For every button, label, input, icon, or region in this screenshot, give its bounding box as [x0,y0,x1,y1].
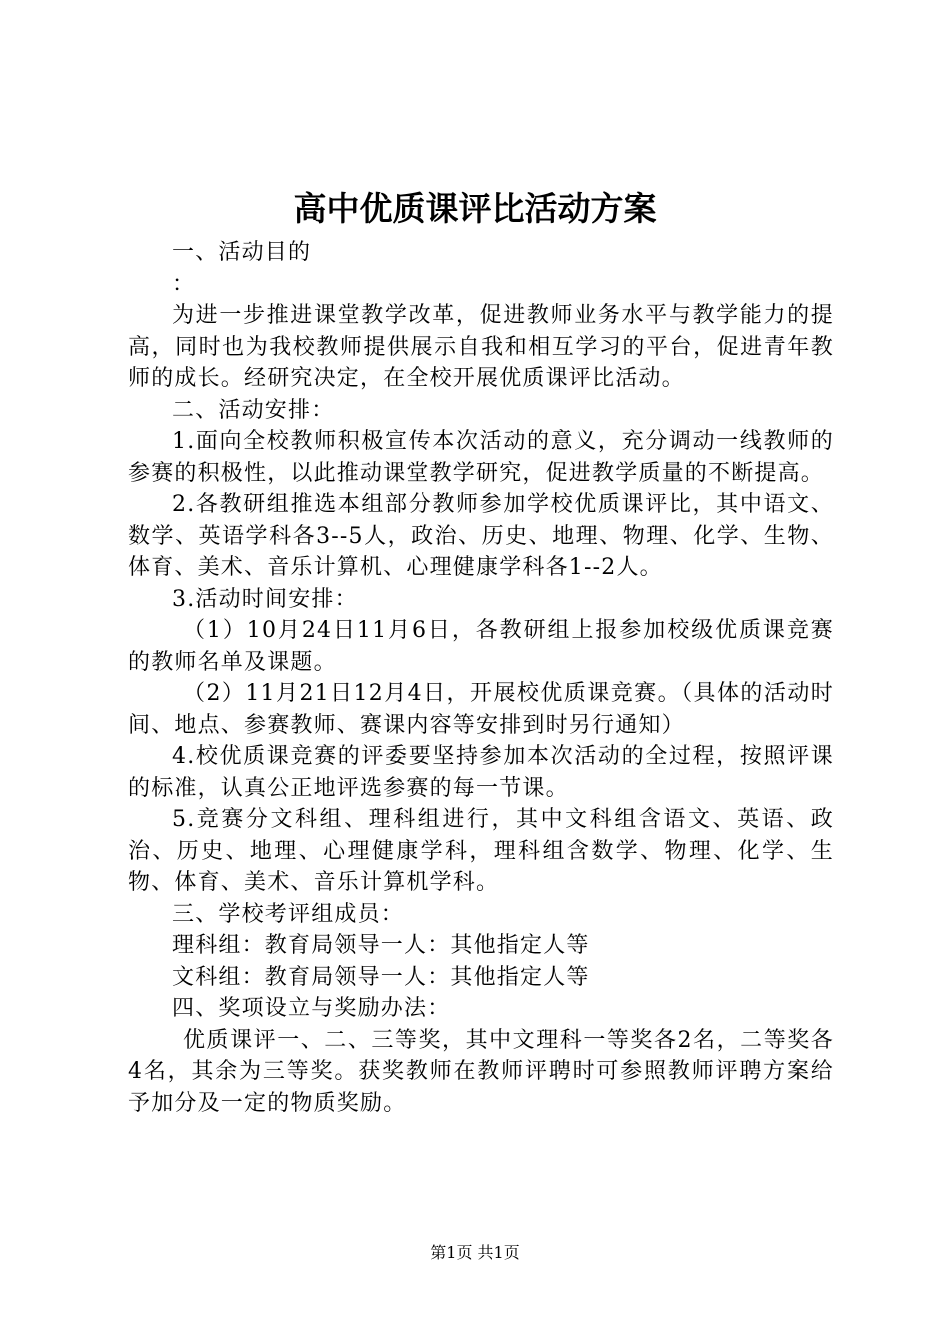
arrangement-item-2: 2.各教研组推选本组部分教师参加学校优质课评比，其中语文、数学、英语学科各3--5人，政治、历史、地理、物理、化学、生物、体育、美术、音乐计算机、心理健康学科各1--2人。 [128,492,834,580]
section-heading-purpose: 一、活动目的 [172,240,312,265]
section-heading-awards: 四、奖项设立与奖励办法： [172,996,451,1021]
panel-arts-group: 文科组：教育局领导一人：其他指定人等 [172,964,590,990]
page-number: 第1页 共1页 [430,1243,520,1262]
document-body [128,237,834,1119]
document-title: 高中优质课评比活动方案 [293,189,657,228]
section-heading-panel: 三、学校考评组成员： [172,901,405,927]
panel-science-group: 理科组：教育局领导一人：其他指定人等 [172,933,590,958]
arrangement-item-5: 5.竞赛分文科组、理科组进行，其中文科组含语文、英语、政治、历史、地理、心理健康学科，理科组含数学、物理、化学、生物、体育、美术、音乐计算机学科。 [128,807,834,895]
schedule-item-2: （2）11月21日12月4日，开展校优质课竞赛。（具体的活动时间、地点、参赛教师、赛课内容等安排到时另行通知） [128,681,834,738]
section-heading-arrangement: 二、活动安排： [172,397,335,423]
stray-colon: ： [172,271,196,297]
awards-paragraph: 优质课评一、二、三等奖，其中文理科一等奖各2名，二等奖各4名，其余为三等奖。获奖教师在教师评聘时可参照教师评聘方案给予加分及一定的物质奖励。 [128,1027,834,1116]
arrangement-item-3: 3.活动时间安排： [172,586,358,612]
schedule-item-1: （1）10月24日11月6日，各教研组上报参加校级优质课竞赛的教师名单及课题。 [128,618,834,675]
arrangement-item-1: 1.面向全校教师积极宣传本次活动的意义，充分调动一线教师的参赛的积极性，以此推动课堂教学研究，促进教学质量的不断提高。 [128,429,834,486]
purpose-paragraph: 为进一步推进课堂教学改革，促进教师业务水平与教学能力的提高，同时也为我校教师提供展示自我和相互学习的平台，促进青年教师的成长。经研究决定，在全校开展优质课评比活动。 [128,303,834,391]
arrangement-item-4: 4.校优质课竞赛的评委要坚持参加本次活动的全过程，按照评课的标准，认真公正地评选参赛的每一节课。 [128,744,834,801]
